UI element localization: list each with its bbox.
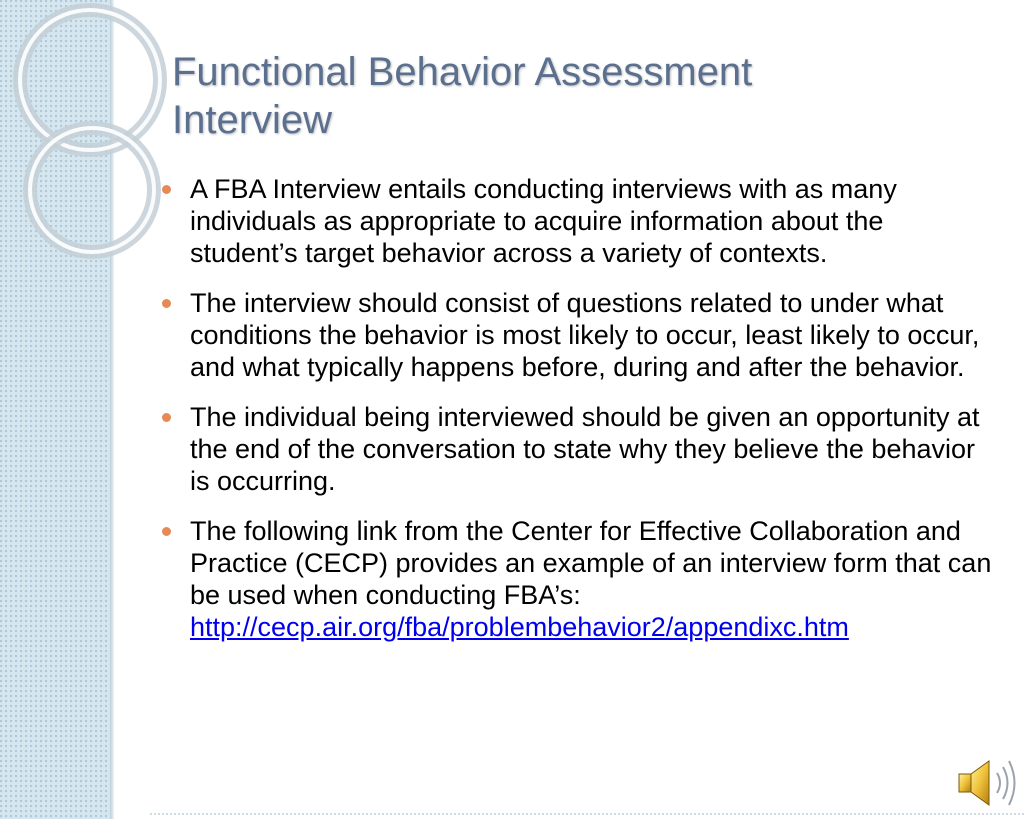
bullet-text: The interview should consist of questions related to under what conditions the behavior is most likely to occur, least likely to occur, and what typically happens before, during and after the behavior. [190,288,980,382]
list-item [160,401,995,497]
cecp-link[interactable]: http://cecp.air.org/fba/problembehavior2/appendixc.htm [190,612,849,642]
decorative-rings [0,0,170,819]
speaker-icon[interactable] [953,755,1019,811]
title-line-2: Interview [172,98,333,142]
bullet-list [160,173,995,661]
bullet-text: A FBA Interview entails conducting interviews with as many individuals as appropriate to acquire information about the student’s target behavior across a variety of contexts. [190,174,897,268]
list-item [160,173,995,269]
bullet-dot-icon [162,527,171,536]
bullet-dot-icon [162,413,171,422]
slide-title [172,48,972,144]
bottom-divider [150,813,1024,815]
bullet-text: The following link from the Center for Effective Collaboration and Practice (CECP) provides an example of an interview form that can be used when conducting FBA’s: [190,516,992,610]
bullet-dot-icon [162,299,171,308]
bullet-text: The individual being interviewed should be given an opportunity at the end of the conversation to state why they believe the behavior is occurring. [190,402,980,496]
title-line-1: Functional Behavior Assessment [172,50,753,94]
bullet-dot-icon [162,185,171,194]
list-item [160,515,995,643]
list-item [160,287,995,383]
